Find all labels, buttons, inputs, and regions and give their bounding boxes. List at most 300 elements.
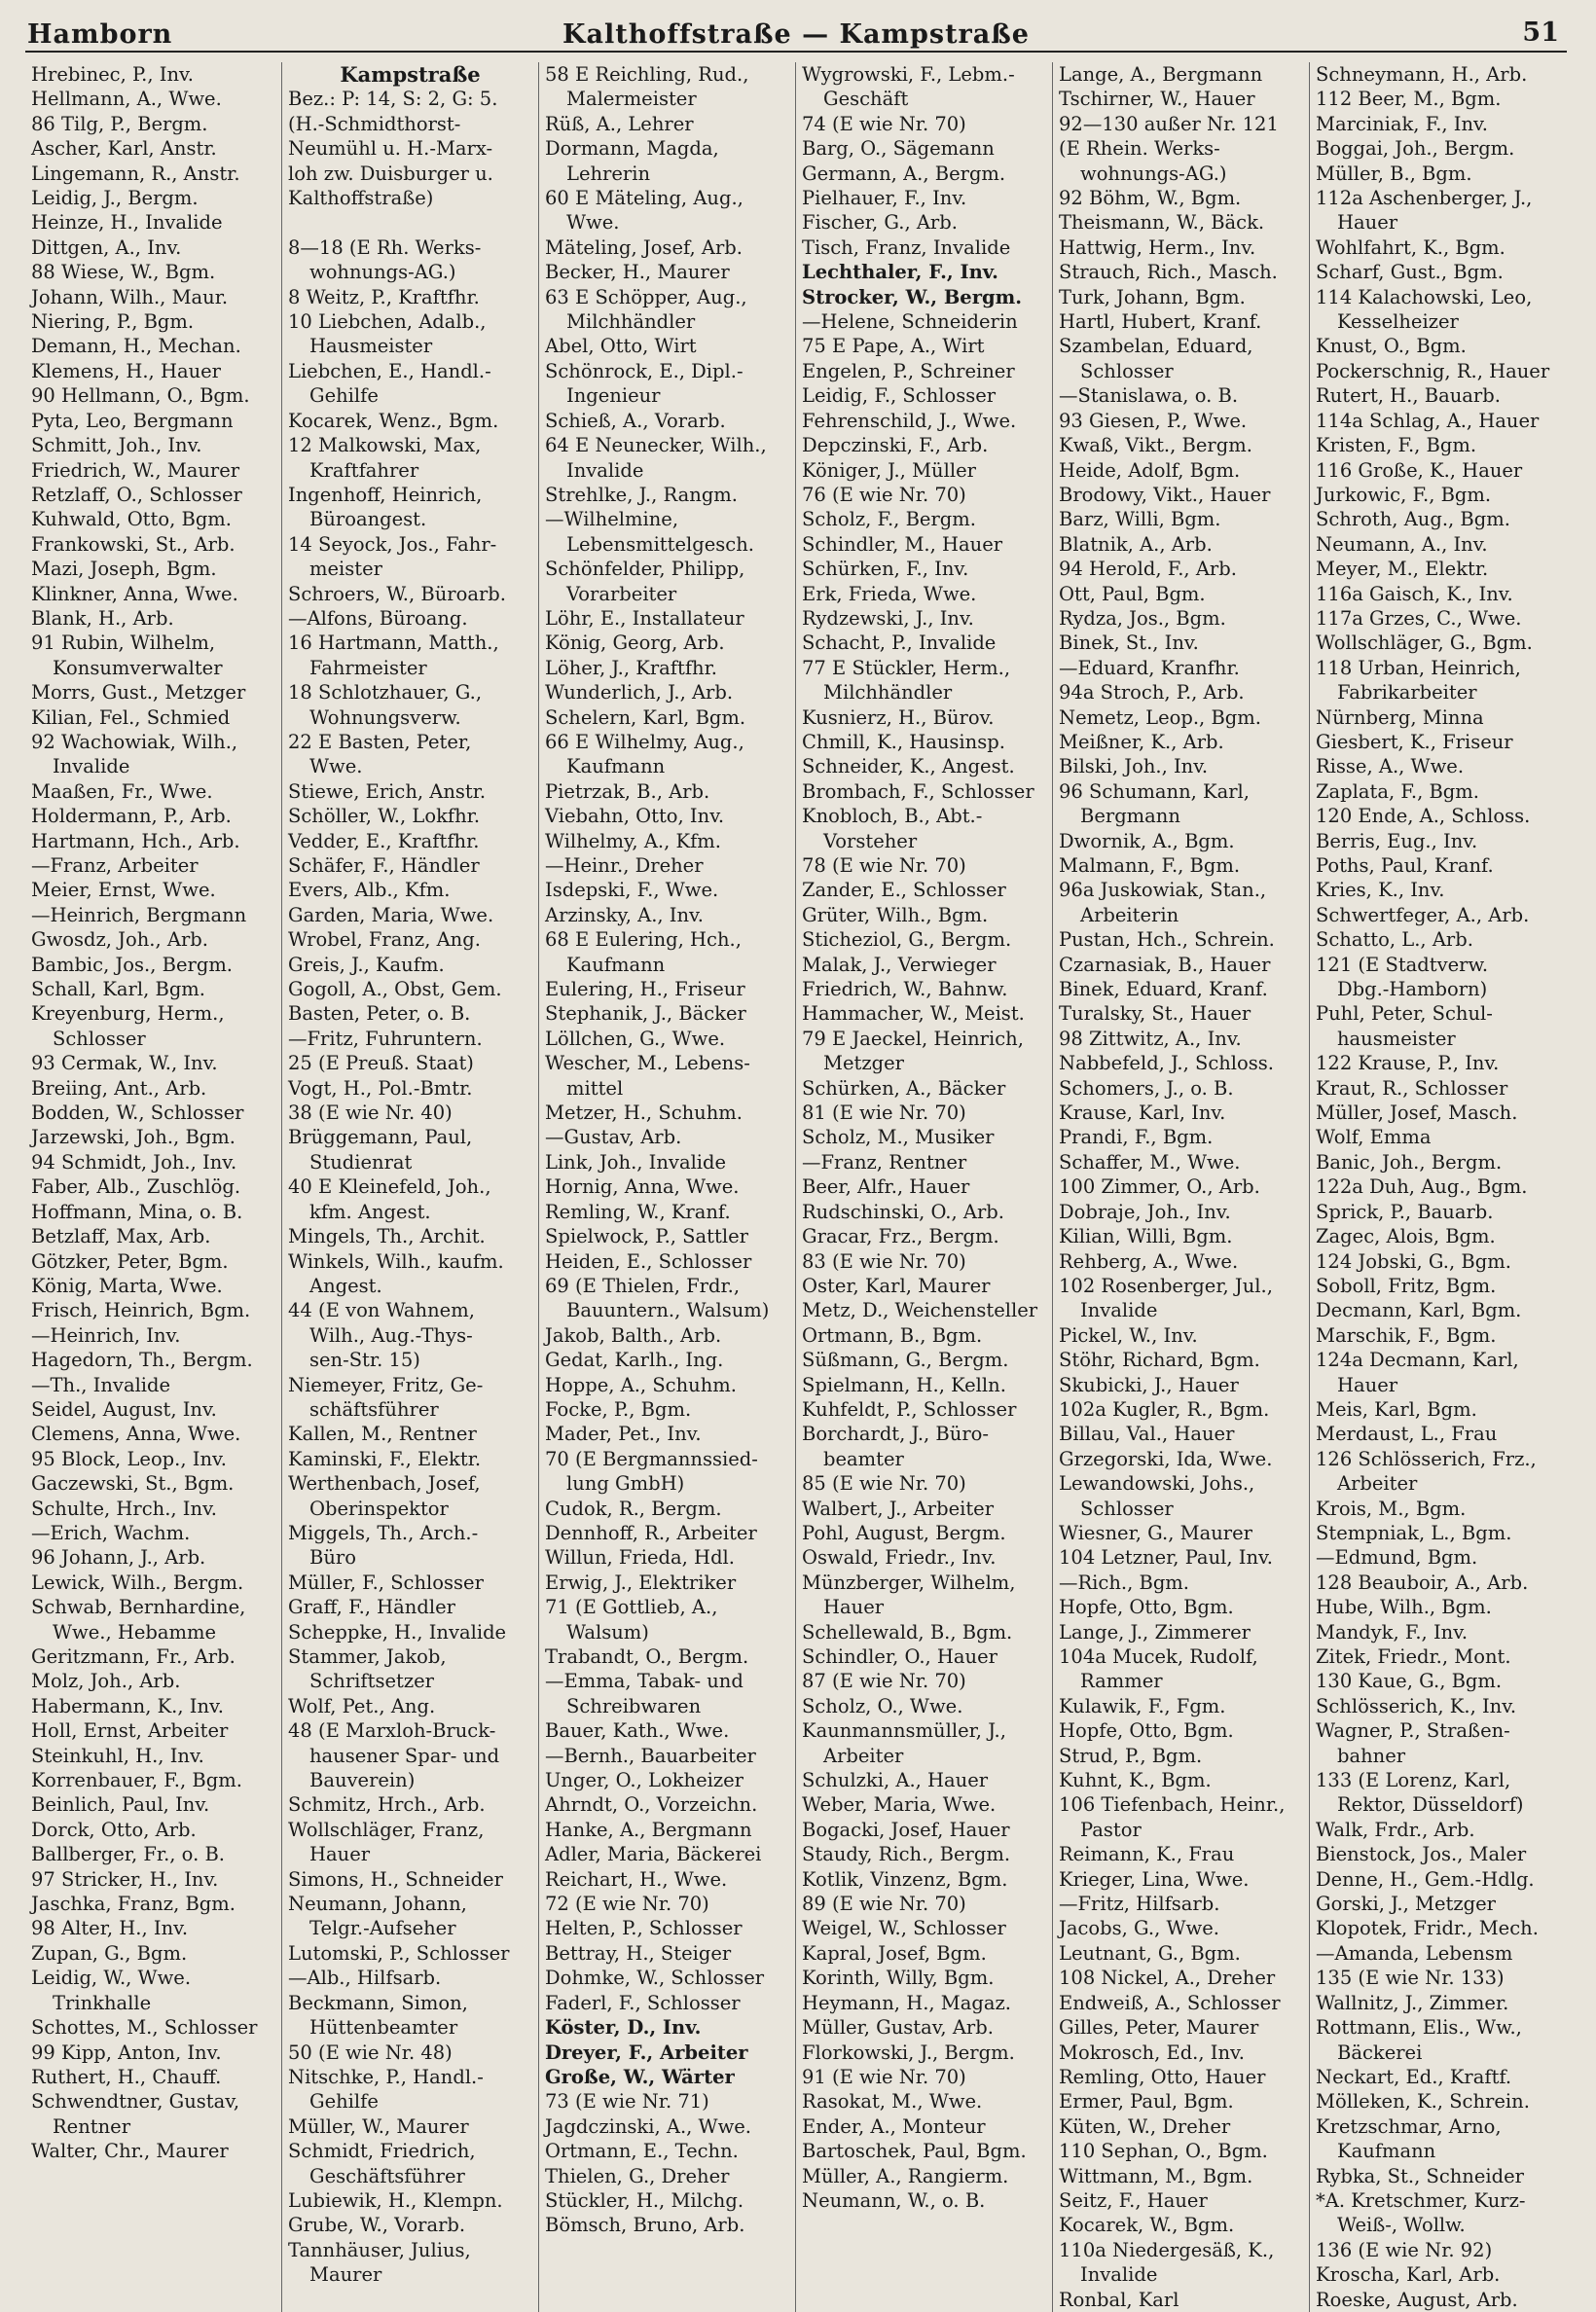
directory-entry: 108 Nickel, A., Dreher: [1059, 1967, 1276, 1990]
header-street-range: Kalthoffstraße — Kampstraße: [562, 19, 1030, 50]
directory-entry: 104a Mucek, Rudolf,: [1059, 1645, 1258, 1668]
directory-entry: —Gustav, Arb.: [545, 1126, 682, 1149]
directory-entry: Jaschka, Franz, Bgm.: [31, 1893, 236, 1916]
directory-entry: Reichart, H., Wwe.: [545, 1867, 728, 1891]
directory-entry: Krieger, Lina, Wwe.: [1059, 1867, 1250, 1891]
directory-entry: Meyer, M., Elektr.: [1316, 558, 1489, 581]
directory-entry: Schaffer, M., Wwe.: [1059, 1150, 1241, 1174]
directory-entry: 116a Gaisch, K., Inv.: [1316, 582, 1513, 605]
directory-entry: Decmann, Karl, Bgm.: [1316, 1299, 1522, 1322]
street-heading: Kampstraße: [340, 62, 481, 87]
directory-entry: kfm. Angest.: [309, 1200, 431, 1223]
directory-entry: hausener Spar- und: [309, 1744, 500, 1767]
directory-entry: Knobloch, B., Abt.-: [802, 805, 983, 828]
directory-entry: Bergmann: [1080, 805, 1180, 828]
directory-entry: 94 Schmidt, Joh., Inv.: [31, 1150, 237, 1174]
directory-entry: Skubicki, J., Hauer: [1059, 1373, 1239, 1396]
directory-entry: Knust, O., Bgm.: [1316, 335, 1467, 358]
page-number: 51: [1522, 18, 1559, 48]
directory-entry: Simons, H., Schneider: [288, 1867, 503, 1891]
directory-entry: Jagdczinski, A., Wwe.: [545, 2114, 752, 2138]
directory-entry: Friedrich, W., Bahnw.: [802, 978, 1008, 1001]
directory-entry: Chmill, K., Hausinsp.: [802, 730, 1005, 753]
column-1: [25, 62, 282, 2312]
directory-entry: Focke, P., Bgm.: [545, 1397, 692, 1421]
directory-entry: Dennhoff, R., Arbeiter: [545, 1521, 757, 1544]
directory-entry: Metz, D., Weichensteller: [802, 1299, 1038, 1322]
directory-entry: Wollschläger, G., Bgm.: [1316, 632, 1533, 655]
directory-entry: 69 (E Thielen, Frdr.,: [545, 1274, 741, 1297]
directory-entry: Zitek, Friedr., Mont.: [1316, 1645, 1511, 1668]
directory-entry: Reimann, K., Frau: [1059, 1843, 1235, 1866]
directory-entry: Neumann, Johann,: [288, 1893, 467, 1916]
directory-entry: Dobraje, Joh., Inv.: [1059, 1200, 1231, 1223]
directory-entry: Kocarek, Wenz., Bgm.: [288, 409, 499, 432]
directory-entry: Hoffmann, Mina, o. B.: [31, 1200, 243, 1223]
directory-entry: —Edmund, Bgm.: [1316, 1546, 1478, 1570]
directory-entry: Müller, W., Maurer: [288, 2114, 469, 2138]
directory-entry: Wilh., Aug.-Thys-: [309, 1323, 473, 1347]
directory-entry: Lechthaler, F., Inv.: [802, 261, 998, 284]
directory-entry: Neumann, A., Inv.: [1316, 532, 1488, 556]
directory-entry: Kraftfahrer: [309, 458, 419, 482]
directory-entry: Seidel, August, Inv.: [31, 1397, 217, 1421]
directory-entry: Schmitz, Hrch., Arb.: [288, 1793, 486, 1817]
directory-entry: —Helene, Schneiderin: [802, 310, 1018, 334]
directory-entry: Invalide: [1080, 2263, 1158, 2287]
directory-entry: Bartoschek, Paul, Bgm.: [802, 2140, 1027, 2163]
directory-entry: Kapral, Josef, Bgm.: [802, 1941, 987, 1965]
directory-entry: Bogacki, Josef, Hauer: [802, 1818, 1010, 1841]
directory-entry: 79 E Jaeckel, Heinrich,: [802, 1027, 1024, 1050]
directory-entry: 85 (E wie Nr. 70): [802, 1472, 966, 1496]
directory-entry: Schroth, Aug., Bgm.: [1316, 508, 1510, 531]
directory-entry: Rentner: [53, 2114, 131, 2138]
directory-entry: 74 (E wie Nr. 70): [802, 112, 966, 135]
directory-entry: Jacobs, G., Wwe.: [1059, 1917, 1219, 1940]
directory-entry: Wygrowski, F., Lebm.-: [802, 63, 1015, 86]
directory-entry: Adler, Maria, Bäckerei: [545, 1843, 762, 1866]
directory-entry: 121 (E Stadtverw.: [1316, 953, 1489, 976]
directory-entry: Fehrenschild, J., Wwe.: [802, 409, 1017, 432]
directory-entry: Binek, St., Inv.: [1059, 632, 1199, 655]
directory-entry: Scheppke, H., Invalide: [288, 1620, 507, 1644]
directory-entry: 86 Tilg, P., Bergm.: [31, 112, 208, 135]
directory-entry: Miggels, Th., Arch.-: [288, 1521, 479, 1544]
directory-entry: Bömsch, Bruno, Arb.: [545, 2214, 745, 2237]
directory-entry: —Alb., Hilfsarb.: [288, 1967, 442, 1990]
directory-entry: Hauer: [1337, 211, 1398, 235]
directory-entry: Schwendtner, Gustav,: [31, 2090, 240, 2113]
directory-entry: Abel, Otto, Wirt: [545, 335, 697, 358]
directory-entry: Zupan, G., Bgm.: [31, 1941, 188, 1965]
directory-entry: Berris, Eug., Inv.: [1316, 829, 1478, 852]
directory-entry: Hammacher, W., Meist.: [802, 1002, 1025, 1026]
directory-entry: Müller, F., Schlosser: [288, 1571, 484, 1594]
directory-entry: 114 Kalachowski, Leo,: [1316, 285, 1533, 308]
directory-entry: Schürken, F., Inv.: [802, 558, 969, 581]
directory-entry: Depczinski, F., Arb.: [802, 434, 989, 457]
directory-entry: Eulering, H., Friseur: [545, 978, 745, 1001]
directory-entry: Wiesner, G., Maurer: [1059, 1521, 1252, 1544]
directory-entry: Kocarek, W., Bgm.: [1059, 2214, 1235, 2237]
directory-entry: 120 Ende, A., Schloss.: [1316, 805, 1531, 828]
directory-entry: Schacht, P., Invalide: [802, 632, 997, 655]
directory-entry: Klopotek, Fridr., Mech.: [1316, 1917, 1539, 1940]
directory-entry: Münzberger, Wilhelm,: [802, 1571, 1016, 1594]
directory-entry: Faber, Alb., Zuschlög.: [31, 1175, 241, 1199]
directory-entry: Kusnierz, H., Bürov.: [802, 705, 995, 729]
directory-entry: Milchhändler: [823, 681, 953, 704]
directory-entry: 126 Schlösserich, Frz.,: [1316, 1447, 1537, 1470]
directory-entry: Greis, J., Kaufm.: [288, 953, 445, 976]
directory-entry: Brombach, F., Schlosser: [802, 779, 1034, 803]
directory-entry: Dwornik, A., Bgm.: [1059, 829, 1235, 852]
directory-entry: Bettray, H., Steiger: [545, 1941, 732, 1965]
directory-entry: —Emma, Tabak- und: [545, 1670, 744, 1693]
directory-entry: Thielen, G., Dreher: [545, 2164, 730, 2187]
directory-entry: Nemetz, Leop., Bgm.: [1059, 705, 1261, 729]
directory-entry: Wolf, Pet., Ang.: [288, 1694, 436, 1717]
directory-entry: Vedder, E., Kraftfhr.: [288, 829, 480, 852]
directory-entry: Schlösserich, K., Inv.: [1316, 1694, 1517, 1717]
directory-entry: Wittmann, M., Bgm.: [1059, 2164, 1253, 2187]
directory-entry: 10 Liebchen, Adalb.,: [288, 310, 487, 334]
directory-entry: Trinkhalle: [53, 1991, 152, 2014]
directory-entry: Stempniak, L., Bgm.: [1316, 1521, 1512, 1544]
directory-entry: Morrs, Gust., Metzger: [31, 681, 246, 704]
directory-entry: 22 E Basten, Peter,: [288, 730, 472, 753]
directory-entry: Winkels, Wilh., kaufm.: [288, 1249, 504, 1273]
directory-entry: Isdepski, F., Wwe.: [545, 879, 719, 902]
directory-entry: Bienstock, Jos., Maler: [1316, 1843, 1527, 1866]
directory-entry: Habermann, K., Inv.: [31, 1694, 224, 1717]
directory-entry: Wilhelmy, A., Kfm.: [545, 829, 721, 852]
directory-entry: Kallen, M., Rentner: [288, 1423, 477, 1446]
directory-entry: Neumühl u. H.-Marx-: [288, 137, 493, 161]
directory-entry: Müller, A., Rangierm.: [802, 2164, 1009, 2187]
directory-entry: Ballberger, Fr., o. B.: [31, 1843, 225, 1866]
directory-entry: Tannhäuser, Julius,: [288, 2238, 471, 2261]
directory-entry: Pyta, Leo, Bergmann: [31, 409, 234, 432]
directory-entry: bahner: [1337, 1744, 1406, 1767]
directory-entry: 64 E Neunecker, Wilh.,: [545, 434, 767, 457]
directory-entry: Krois, M., Bgm.: [1316, 1497, 1467, 1520]
directory-entry: Bez.: P: 14, S: 2, G: 5.: [288, 88, 498, 111]
directory-entry: 91 (E wie Nr. 70): [802, 2065, 966, 2088]
directory-entry: Lewandowski, Johs.,: [1059, 1472, 1255, 1496]
directory-entry: Schlosser: [1080, 1497, 1174, 1520]
directory-entry: sen-Str. 15): [309, 1349, 420, 1372]
directory-entry: Stückler, H., Milchg.: [545, 2188, 744, 2212]
directory-entry: Holdermann, P., Arb.: [31, 805, 232, 828]
directory-entry: Garden, Maria, Wwe.: [288, 903, 494, 926]
directory-entry: Soboll, Fritz, Bgm.: [1316, 1274, 1497, 1297]
directory-entry: Erk, Frieda, Wwe.: [802, 582, 977, 605]
directory-entry: Rybka, St., Schneider: [1316, 2164, 1524, 2187]
directory-entry: (E Rhein. Werks-: [1059, 137, 1220, 161]
directory-entry: Weigel, W., Schlosser: [802, 1917, 1006, 1940]
directory-entry: Schneider, K., Angest.: [802, 755, 1015, 778]
directory-entry: Giesbert, K., Friseur: [1316, 730, 1513, 753]
directory-entry: Scharf, Gust., Bgm.: [1316, 261, 1504, 284]
directory-entry: Strud, P., Bgm.: [1059, 1744, 1203, 1767]
directory-entry: Gehilfe: [309, 384, 379, 408]
directory-entry: Scholz, O., Wwe.: [802, 1694, 963, 1717]
directory-entry: Arbeiterin: [1080, 903, 1179, 926]
directory-entry: Seitz, F., Hauer: [1059, 2188, 1208, 2212]
directory-entry: Marschik, F., Bgm.: [1316, 1323, 1497, 1347]
directory-entry: Walter, Chr., Maurer: [31, 2140, 229, 2163]
directory-entry: Rottmann, Elis., Ww.,: [1316, 2016, 1522, 2040]
directory-entry: Wwe.: [566, 211, 620, 235]
directory-entry: Geschäft: [823, 88, 909, 111]
directory-entry: Stammer, Jakob,: [288, 1645, 447, 1668]
directory-entry: Leidig, F., Schlosser: [802, 384, 997, 408]
directory-entry: 87 (E wie Nr. 70): [802, 1670, 966, 1693]
directory-entry: Hauer: [309, 1843, 371, 1866]
directory-entry: 110 Sephan, O., Bgm.: [1059, 2140, 1268, 2163]
directory-entry: Fabrikarbeiter: [1337, 681, 1477, 704]
directory-entry: Risse, A., Wwe.: [1316, 755, 1465, 778]
directory-entry: Mäteling, Josef, Arb.: [545, 235, 743, 259]
directory-entry: 48 (E Marxloh-Bruck-: [288, 1719, 496, 1743]
directory-entry: Mader, Pet., Inv.: [545, 1423, 702, 1446]
directory-entry: Johann, Wilh., Maur.: [31, 285, 229, 308]
directory-entry: Schroers, W., Büroarb.: [288, 582, 506, 605]
directory-entry: 122a Duh, Aug., Bgm.: [1316, 1175, 1528, 1199]
directory-entry: Schwertfeger, A., Arb.: [1316, 903, 1530, 926]
directory-entry: Ortmann, E., Techn.: [545, 2140, 739, 2163]
directory-entry: Korinth, Willy, Bgm.: [802, 1967, 995, 1990]
directory-entry: Studienrat: [309, 1150, 413, 1174]
directory-entry: König, Marta, Wwe.: [31, 1274, 223, 1297]
directory-entry: Arbeiter: [823, 1744, 904, 1767]
directory-entry: Remling, Otto, Hauer: [1059, 2065, 1266, 2088]
directory-entry: Grzegorski, Ida, Wwe.: [1059, 1447, 1273, 1470]
directory-entry: 12 Malkowski, Max,: [288, 434, 482, 457]
directory-entry: Roeske, August, Arb.: [1316, 2288, 1518, 2311]
directory-entry: 110a Niedergesäß, K.,: [1059, 2238, 1275, 2261]
directory-entry: Jarzewski, Joh., Bgm.: [31, 1126, 236, 1149]
directory-entry: Kreyenburg, Herm.,: [31, 1002, 225, 1026]
directory-entry: Pohl, August, Bergm.: [802, 1521, 1006, 1544]
directory-entry: Schriftsetzer: [309, 1670, 434, 1693]
directory-entry: Kulawik, F., Fgm.: [1059, 1694, 1226, 1717]
directory-entry: Mazi, Joseph, Bgm.: [31, 558, 217, 581]
directory-entry: Heide, Adolf, Bgm.: [1059, 458, 1241, 482]
directory-entry: Lebensmittelgesch.: [566, 532, 754, 556]
directory-entry: Ender, A., Monteur: [802, 2114, 986, 2138]
directory-entry: Metzger: [823, 1052, 904, 1075]
directory-entry: Kretzschmar, Arno,: [1316, 2114, 1502, 2138]
directory-entry: Walsum): [566, 1620, 649, 1644]
directory-entry: Maurer: [309, 2263, 382, 2287]
directory-entry: Bilski, Joh., Inv.: [1059, 755, 1209, 778]
directory-entry: Faderl, F., Schlosser: [545, 1991, 741, 2014]
directory-entry: 133 (E Lorenz, Karl,: [1316, 1769, 1511, 1792]
directory-columns: [25, 62, 1567, 2311]
directory-entry: Mölleken, K., Schrein.: [1316, 2090, 1530, 2113]
directory-entry: —Eduard, Kranfhr.: [1059, 656, 1240, 679]
directory-entry: Gehilfe: [309, 2090, 379, 2113]
directory-entry: Gedat, Karlh., Ing.: [545, 1349, 724, 1372]
directory-entry: 130 Kaue, G., Bgm.: [1316, 1670, 1503, 1693]
directory-entry: 73 (E wie Nr. 71): [545, 2090, 709, 2113]
directory-entry: Basten, Peter, o. B.: [288, 1002, 471, 1026]
directory-entry: Kries, K., Inv.: [1316, 879, 1445, 902]
directory-entry: Dorck, Otto, Arb.: [31, 1818, 197, 1841]
directory-entry: Metzer, H., Schuhm.: [545, 1102, 743, 1125]
directory-entry: —Heinr., Dreher: [545, 854, 704, 877]
directory-entry: 104 Letzner, Paul, Inv.: [1059, 1546, 1273, 1570]
directory-entry: Kraut, R., Schlosser: [1316, 1076, 1508, 1100]
directory-entry: Schulte, Hrch., Inv.: [31, 1497, 217, 1520]
directory-entry: Lewick, Wilh., Bergm.: [31, 1571, 244, 1594]
directory-entry: Köster, D., Inv.: [545, 2016, 702, 2040]
directory-entry: Kaunmannsmüller, J.,: [802, 1719, 1006, 1743]
directory-entry: 91 Rubin, Wilhelm,: [31, 632, 216, 655]
directory-entry: Jurkowic, F., Bgm.: [1316, 483, 1492, 506]
directory-entry: Kwaß, Vikt., Bergm.: [1059, 434, 1252, 457]
directory-entry: Kaminski, F., Elektr.: [288, 1447, 482, 1470]
directory-entry: 8 Weitz, P., Kraftfhr.: [288, 285, 480, 308]
directory-entry: Banic, Joh., Bergm.: [1316, 1150, 1503, 1174]
directory-entry: 38 (E wie Nr. 40): [288, 1102, 453, 1125]
directory-entry: Lubiewik, H., Klempn.: [288, 2188, 503, 2212]
directory-entry: 63 E Schöpper, Aug.,: [545, 285, 747, 308]
directory-entry: Tschirner, W., Hauer: [1059, 88, 1255, 111]
directory-entry: Schall, Karl, Bgm.: [31, 978, 205, 1001]
directory-entry: Remling, W., Kranf.: [545, 1200, 731, 1223]
directory-entry: 102 Rosenberger, Jul.,: [1059, 1274, 1273, 1297]
directory-entry: Retzlaff, O., Schlosser: [31, 483, 242, 506]
directory-entry: Schneymann, H., Arb.: [1316, 63, 1528, 86]
directory-entry: Weber, Maria, Wwe.: [802, 1793, 997, 1817]
directory-entry: Schreibwaren: [566, 1694, 702, 1717]
column-6: [1310, 62, 1567, 2312]
directory-entry: Kuhwald, Otto, Bgm.: [31, 508, 232, 531]
directory-entry: Ortmann, B., Bgm.: [802, 1323, 983, 1347]
directory-entry: Zander, E., Schlosser: [802, 879, 1006, 902]
directory-entry: Viebahn, Otto, Inv.: [545, 805, 725, 828]
directory-entry: Wallnitz, J., Zimmer.: [1316, 1991, 1509, 2014]
directory-entry: Wwe.: [309, 755, 363, 778]
directory-entry: Hornig, Anna, Wwe.: [545, 1175, 740, 1199]
directory-entry: Schottes, M., Schlosser: [31, 2016, 258, 2040]
directory-entry: Turalsky, St., Hauer: [1059, 1002, 1251, 1026]
directory-entry: Helten, P., Schlosser: [545, 1917, 743, 1940]
directory-entry: Grube, W., Vorarb.: [288, 2214, 466, 2237]
directory-entry: —Franz, Arbeiter: [31, 854, 199, 877]
directory-entry: Schöller, W., Lokfhr.: [288, 805, 481, 828]
directory-entry: —Heinrich, Inv.: [31, 1323, 181, 1347]
directory-entry: Kaufmann: [1337, 2140, 1436, 2163]
directory-entry: 8—18 (E Rh. Werks-: [288, 235, 482, 259]
directory-entry: Niemeyer, Fritz, Ge-: [288, 1373, 484, 1396]
directory-entry: Schwab, Bernhardine,: [31, 1596, 246, 1619]
directory-entry: —Franz, Rentner: [802, 1150, 967, 1174]
directory-entry: Leutnant, G., Bgm.: [1059, 1941, 1241, 1965]
directory-entry: —Alfons, Büroang.: [288, 606, 468, 630]
directory-entry: Molz, Joh., Arb.: [31, 1670, 181, 1693]
directory-entry: Invalide: [53, 755, 130, 778]
page-header: [25, 18, 1567, 53]
directory-entry: Theismann, W., Bäck.: [1059, 211, 1265, 235]
directory-entry: —Bernh., Bauarbeiter: [545, 1744, 756, 1767]
directory-entry: Wollschläger, Franz,: [288, 1818, 485, 1841]
directory-entry: 102a Kugler, R., Bgm.: [1059, 1397, 1270, 1421]
directory-entry: 44 (E von Wahnem,: [288, 1299, 475, 1322]
directory-entry: Hausmeister: [309, 335, 433, 358]
directory-entry: Blatnik, A., Arb.: [1059, 532, 1213, 556]
directory-entry: 81 (E wie Nr. 70): [802, 1102, 966, 1125]
directory-entry: —Fritz, Hilfsarb.: [1059, 1893, 1220, 1916]
directory-entry: Stephanik, J., Bäcker: [545, 1002, 746, 1026]
directory-entry: Meier, Ernst, Wwe.: [31, 879, 216, 902]
directory-entry: Gaczewski, St., Bgm.: [31, 1472, 235, 1496]
directory-entry: Dbg.-Hamborn): [1337, 978, 1488, 1001]
directory-entry: Rutert, H., Bauarb.: [1316, 384, 1501, 408]
directory-entry: Strauch, Rich., Masch.: [1059, 261, 1278, 284]
directory-entry: Arzinsky, A., Inv.: [545, 903, 704, 926]
directory-entry: Löher, J., Kraftfhr.: [545, 656, 717, 679]
directory-entry: Bodden, W., Schlosser: [31, 1102, 244, 1125]
directory-entry: loh zw. Duisburger u.: [288, 162, 493, 185]
directory-entry: Evers, Alb., Kfm.: [288, 879, 451, 902]
directory-entry: 94 Herold, F., Arb.: [1059, 558, 1237, 581]
directory-entry: Schürken, A., Bäcker: [802, 1076, 1006, 1100]
directory-entry: Sticheziol, G., Bergm.: [802, 928, 1012, 952]
directory-entry: 136 (E wie Nr. 92): [1316, 2238, 1493, 2261]
directory-entry: Neumann, W., o. B.: [802, 2188, 986, 2212]
directory-entry: Fischer, G., Arb.: [802, 211, 958, 235]
directory-entry: Oster, Karl, Maurer: [802, 1274, 991, 1297]
directory-entry: Steinkuhl, H., Inv.: [31, 1744, 204, 1767]
directory-entry: Konsumverwalter: [53, 656, 223, 679]
directory-entry: Wunderlich, J., Arb.: [545, 681, 734, 704]
directory-entry: 106 Tiefenbach, Heinr.,: [1059, 1793, 1286, 1817]
directory-entry: Florkowski, J., Bergm.: [802, 2041, 1015, 2064]
directory-entry: Frankowski, St., Arb.: [31, 532, 236, 556]
directory-entry: 100 Zimmer, O., Arb.: [1059, 1175, 1260, 1199]
directory-entry: Staudy, Rich., Bergm.: [802, 1843, 1011, 1866]
directory-entry: Bauuntern., Walsum): [566, 1299, 770, 1322]
directory-entry: Rasokat, M., Wwe.: [802, 2090, 983, 2113]
directory-entry: Clemens, Anna, Wwe.: [31, 1423, 241, 1446]
directory-entry: 93 Giesen, P., Wwe.: [1059, 409, 1248, 432]
directory-entry: 88 Wiese, W., Bgm.: [31, 261, 216, 284]
directory-entry: 40 E Kleinefeld, Joh.,: [288, 1175, 491, 1199]
directory-entry: Lutomski, P., Schlosser: [288, 1941, 510, 1965]
directory-entry: Hattwig, Herm., Inv.: [1059, 235, 1256, 259]
header-district: Hamborn: [27, 19, 173, 50]
directory-entry: Hartmann, Hch., Arb.: [31, 829, 240, 852]
directory-entry: —Rich., Bgm.: [1059, 1571, 1189, 1594]
directory-entry: 70 (E Bergmannssied-: [545, 1447, 758, 1470]
directory-entry: Schieß, A., Vorarb.: [545, 409, 726, 432]
directory-entry: Germann, A., Bergm.: [802, 162, 1006, 185]
directory-entry: wohnungs-AG.): [309, 261, 456, 284]
directory-entry: Kaufmann: [566, 755, 666, 778]
directory-entry: (H.-Schmidthorst-: [288, 112, 461, 135]
directory-entry: Pickel, W., Inv.: [1059, 1323, 1198, 1347]
directory-entry: lung GmbH): [566, 1472, 685, 1496]
directory-entry: Bauer, Kath., Wwe.: [545, 1719, 730, 1743]
directory-entry: 112 Beer, M., Bgm.: [1316, 88, 1502, 111]
directory-entry: Schellewald, B., Bgm.: [802, 1620, 1013, 1644]
directory-entry: Rehberg, A., Wwe.: [1059, 1249, 1239, 1273]
